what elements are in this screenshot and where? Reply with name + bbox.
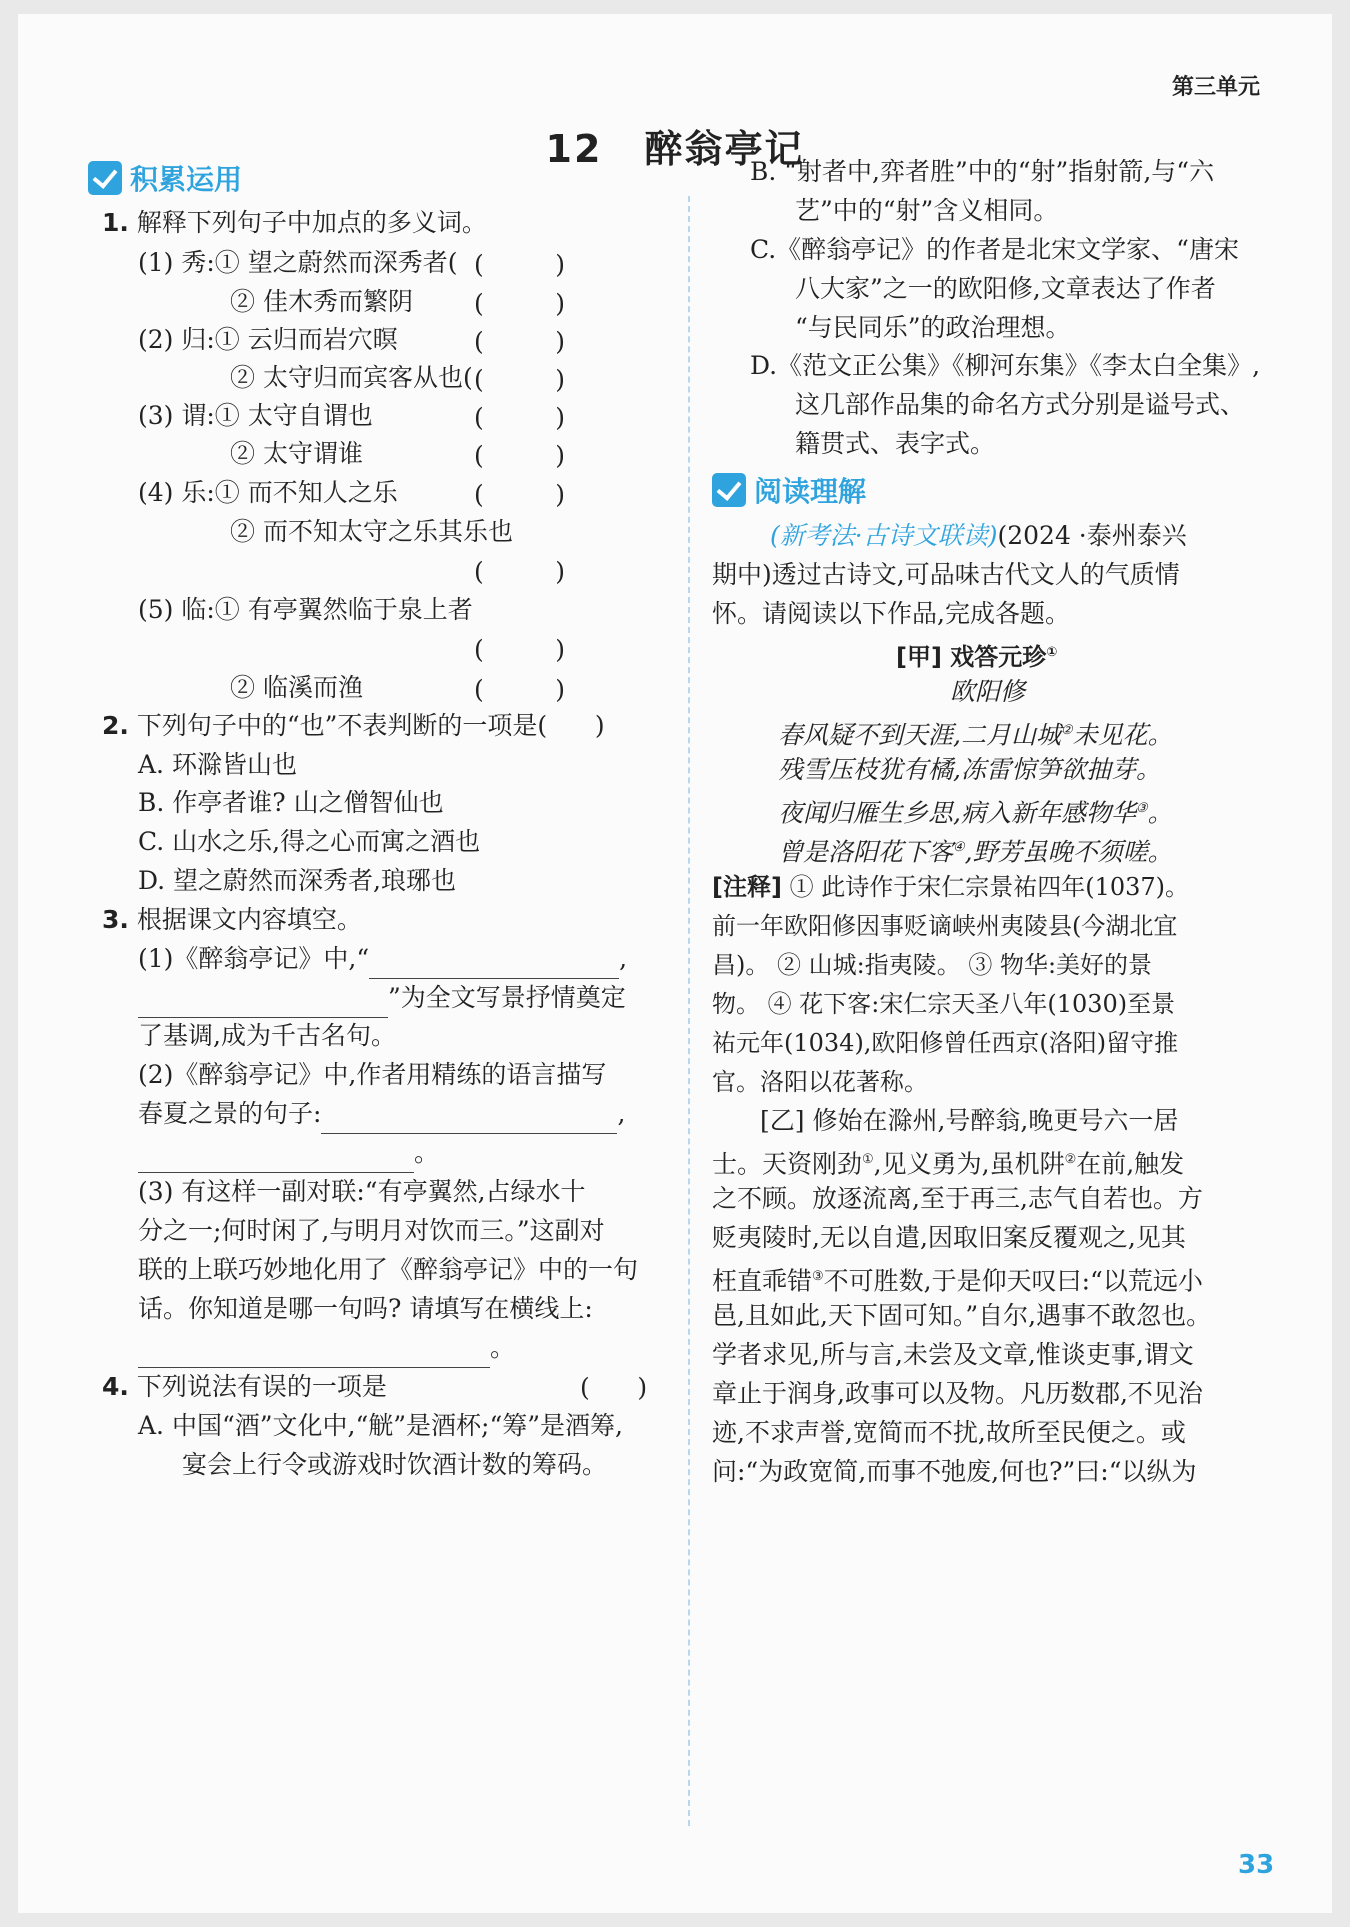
poem-text: 春风疑不到天涯,二月山城	[778, 720, 1061, 750]
q1-stem-text: 解释下列句子中加点的多义词。	[136, 208, 487, 237]
q1-item: (3) 谓:① 太守自谓也	[138, 401, 373, 430]
q4-option: D.《范文正公集》《柳河东集》《李太白全集》,	[750, 351, 1261, 380]
section-header-accumulate	[88, 158, 242, 198]
lesson-number: 12	[545, 127, 603, 171]
q1-number: 1.	[102, 208, 129, 237]
answer-paren: ( )	[474, 675, 566, 704]
answer-paren: ( )	[474, 250, 566, 279]
passage-text: 不可胜数,于是仰天叹曰:“以荒远小	[823, 1266, 1203, 1296]
poem-text: 。	[1147, 798, 1173, 828]
reading-intro	[770, 516, 1187, 556]
q1-stem	[102, 203, 487, 243]
unit-label: 第三单元	[1172, 75, 1261, 100]
q4-option: 籍贯式、表字式。	[795, 429, 996, 458]
q3-stem	[102, 900, 362, 940]
section-header-reading	[712, 470, 866, 510]
poem-line: 春风疑不到天涯,二月山城②未见花。	[778, 720, 1173, 750]
q4-stem	[102, 1367, 387, 1407]
reading-intro: 期中)透过古诗文,可品味古代文人的气质情	[712, 560, 1180, 589]
passage-line: 士。天资刚劲①,见义勇为,虽机阱②在前,触发	[712, 1149, 1185, 1179]
q1-item: ② 临溪而渔	[230, 673, 363, 702]
poem-text: ,野芳虽晚不须嗟。	[964, 837, 1173, 867]
passage-line: 迹,不求声誉,宽简而不扰,故所至民便之。或	[712, 1418, 1186, 1447]
q4-option: B. “射者中,弈者胜”中的“射”指射箭,与“六	[750, 157, 1215, 186]
notes-line: 物。 ④ 花下客:宋仁宗天圣八年(1030)至景	[712, 990, 1176, 1018]
page-number: 33	[1238, 1850, 1275, 1880]
q3-text: (1)《醉翁亭记》中,“	[138, 944, 370, 973]
q1-item: (2) 归:① 云归而岩穴暝	[138, 325, 398, 354]
poem-text: 夜闻归雁生乡思,病入新年感物华	[778, 798, 1136, 828]
q4-number: 4.	[102, 1372, 129, 1401]
reading-intro-text: (2024 ·泰州泰兴	[997, 521, 1187, 550]
passage-line: 贬夷陵时,无以自遣,因取旧案反覆观之,见其	[712, 1223, 1186, 1252]
passage-line: 章止于润身,政事可以及物。凡历数郡,不见治	[712, 1379, 1203, 1408]
q3-text: ”为全文写景抒情奠定	[388, 983, 626, 1012]
q4-option: 八大家”之一的欧阳修,文章表达了作者	[795, 274, 1216, 303]
notes-line: 官。洛阳以花著称。	[712, 1068, 928, 1096]
poem-title: [甲] 戏答元珍①	[896, 643, 1058, 671]
q3-number: 3.	[102, 905, 129, 934]
reading-intro: 怀。请阅读以下作品,完成各题。	[712, 599, 1070, 628]
q1-item: (5) 临:① 有亭翼然临于泉上者	[138, 595, 473, 624]
question-tag: (新考法·古诗文联读)	[770, 521, 998, 550]
poem-line: 残雪压枝犹有橘,冻雷惊笋欲抽芽。	[778, 755, 1161, 784]
q3-line: 分之一;何时闲了,与明月对饮而三。”这副对	[138, 1216, 605, 1245]
answer-blank[interactable]	[321, 1105, 617, 1134]
poem-line: 夜闻归雁生乡思,病入新年感物华③。	[778, 798, 1173, 828]
poem-text: 曾是洛阳花下客	[778, 837, 954, 867]
passage-text: 士。天资刚劲	[712, 1149, 863, 1179]
q2-stem: 2. 下列句子中的“也”不表判断的一项是( )	[102, 711, 605, 740]
q3-line: 联的上联巧妙地化用了《醉翁亭记》中的一句	[138, 1255, 639, 1284]
passage-line: 学者求见,所与言,未尝及文章,惟谈吏事,谓文	[712, 1340, 1194, 1369]
q3-line: 。	[138, 1133, 439, 1173]
q2-stem-text: 下列句子中的“也”不表判断的一项是(	[136, 711, 548, 740]
poem-line: 曾是洛阳花下客④,野芳虽晚不须嗟。	[778, 837, 1173, 867]
answer-paren: ( )	[474, 480, 566, 509]
q3-stem-text: 根据课文内容填空。	[136, 905, 362, 934]
section-title: 积累运用	[130, 163, 243, 196]
poem-author: 欧阳修	[950, 677, 1026, 706]
column-divider	[688, 196, 690, 1826]
notes-line: 昌)。 ② 山城:指夷陵。 ③ 物华:美好的景	[712, 951, 1153, 979]
q2-number: 2.	[102, 711, 129, 740]
q4-option: A. 中国“酒”文化中,“觥”是酒杯;“筹”是酒筹,	[138, 1411, 623, 1440]
edit-icon	[712, 473, 746, 507]
q2-option: C. 山水之乐,得之心而寓之酒也	[138, 827, 481, 856]
passage-line: 之不顾。放逐流离,至于再三,志气自若也。方	[712, 1184, 1203, 1213]
q4-option: 艺”中的“射”含义相同。	[795, 196, 1059, 225]
lesson-title-text: 醉翁亭记	[644, 127, 805, 171]
passage-line: 邑,且如此,天下固可知。”自尔,遇事不敢忽也。	[712, 1301, 1212, 1330]
notes-line	[712, 867, 1189, 907]
answer-blank[interactable]	[369, 950, 619, 979]
q3-line: (2)《醉翁亭记》中,作者用精练的语言描写	[138, 1060, 607, 1089]
answer-paren: ( )	[474, 635, 566, 664]
q3-line: 。	[138, 1328, 515, 1368]
passage-text: 在前,触发	[1076, 1149, 1185, 1179]
answer-paren: ( )	[474, 441, 566, 470]
q2-option: B. 作亭者谁? 山之僧智仙也	[138, 788, 444, 817]
notes-text: ① 此诗作于宋仁宗景祐四年(1037)。	[789, 873, 1190, 901]
q4-option: 这几部作品集的命名方式分别是谥号式、	[795, 390, 1246, 419]
passage-text: 枉直乖错	[712, 1266, 813, 1296]
passage-text: ,见义勇为,虽机阱	[873, 1149, 1065, 1179]
q3-line: 了基调,成为千古名句。	[138, 1021, 396, 1050]
q1-item: ② 佳木秀而繁阴	[230, 287, 413, 316]
q4-stem-text: 下列说法有误的一项是	[136, 1372, 387, 1401]
checkbox-icon	[88, 161, 122, 195]
q2-option: D. 望之蔚然而深秀者,琅琊也	[138, 866, 456, 895]
answer-paren: ( )	[474, 557, 566, 586]
notes-label: [注释]	[712, 873, 782, 901]
q3-text: 春夏之景的句子:	[138, 1099, 322, 1128]
notes-line: 祐元年(1034),欧阳修曾任西京(洛阳)留守推	[712, 1029, 1179, 1057]
answer-paren: ( )	[474, 403, 566, 432]
answer-blank[interactable]	[138, 1339, 490, 1368]
q1-item: (1) 秀:① 望之蔚然而深秀者(	[138, 248, 458, 277]
q4-option: 宴会上行令或游戏时饮酒计数的筹码。	[182, 1450, 608, 1479]
poem-text: 未见花。	[1072, 720, 1173, 750]
section-title: 阅读理解	[754, 475, 867, 508]
q3-line	[138, 978, 626, 1018]
answer-blank[interactable]	[138, 989, 388, 1018]
answer-paren: ( )	[580, 1373, 648, 1402]
q3-line: 春夏之景的句子: ,	[138, 1094, 625, 1134]
answer-blank[interactable]	[138, 1144, 414, 1173]
q1-item: ② 太守谓谁	[230, 439, 363, 468]
answer-paren: ( )	[474, 365, 566, 394]
passage-line: [乙] 修始在滁州,号醉翁,晚更号六一居	[760, 1106, 1179, 1135]
answer-paren: ( )	[474, 327, 566, 356]
q3-line: (3) 有这样一副对联:“有亭翼然,占绿水十	[138, 1177, 586, 1206]
q2-option: A. 环滁皆山也	[138, 750, 297, 779]
q1-item: (4) 乐:① 而不知人之乐	[138, 478, 398, 507]
q3-line: (1)《醉翁亭记》中,“ ,	[138, 939, 627, 979]
q1-item: ② 太守归而宾客从也(	[230, 363, 473, 392]
passage-line: 问:“为政宽简,而事不弛废,何也?”曰:“以纵为	[712, 1457, 1197, 1486]
poem-title-text: [甲] 戏答元珍	[896, 643, 1047, 671]
notes-line: 前一年欧阳修因事贬谪峡州夷陵县(今湖北宜	[712, 912, 1178, 940]
q4-option: C.《醉翁亭记》的作者是北宋文学家、“唐宋	[750, 235, 1239, 264]
passage-line: 枉直乖错③不可胜数,于是仰天叹曰:“以荒远小	[712, 1266, 1203, 1296]
q3-line: 话。你知道是哪一句吗? 请填写在横线上:	[138, 1294, 593, 1323]
q4-option: “与民同乐”的政治理想。	[795, 313, 1071, 342]
answer-paren: ( )	[474, 289, 566, 318]
q1-item: ② 而不知太守之乐其乐也	[230, 517, 513, 546]
